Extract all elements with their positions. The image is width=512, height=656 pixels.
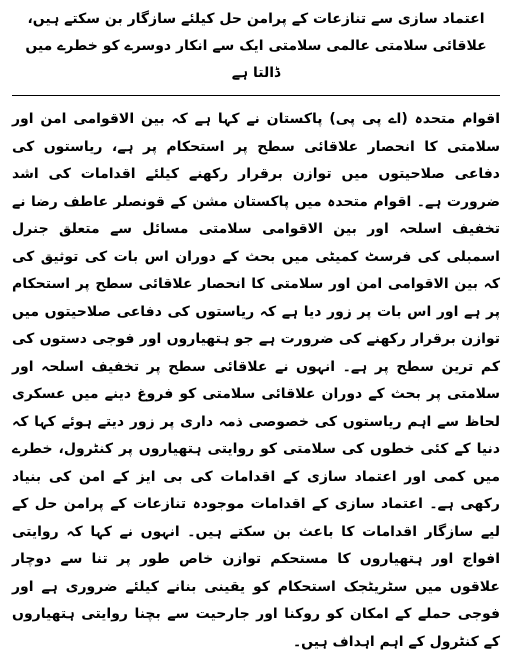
headline-divider [12, 95, 500, 96]
article-headline: اعتماد سازی سے تنازعات کے پرامن حل کیلئے سازگار بن سکتے ہیں، علاقائی سلامتی عالمی سلامتی ایک سے انکار دوسرے کو خطرے میں ڈالتا ہے [25, 11, 487, 81]
article-body: اقوام متحدہ (اے پی پی) پاکستان نے کہا ہے کہ بین الاقوامی امن اور سلامتی کا انحصار علاقائی سطح پر استحکام پر ہے، ریاستوں کی دفاعی صلاحیتوں میں توازن برقرار رکھنے کیلئے اقدامات کی اشد ضرورت ہے۔ اقوام متحدہ میں پاکستان مشن کے قونصلر عاطف رضا نے تخفیف اسلحہ اور بین الاقوامی سلامتی مسائل سے متعلق جنرل اسمبلی کی فرسٹ کمیٹی میں بحث کے دوران اس بات کی توثیق کی کہ بین الاقوامی امن اور سلامتی کا انحصار علاقائی سطح پر استحکام پر ہے اور اس بات پر زور دیا ہے کہ ریاستوں کی دفاعی صلاحیتوں میں توازن برقرار رکھنے کی ضرورت ہے جو ہتھیاروں اور فوجی دستوں کی کم ترین سطح پر ہے۔ انہوں نے علاقائی سطح پر تخفیف اسلحہ اور سلامتی پر بحث کے دوران علاقائی سلامتی کو فروغ دینے میں عسکری لحاظ سے اہم ریاستوں کی خصوصی ذمہ داری پر زور دیتے ہوئے کہا کہ دنیا کے کئی خطوں کی سلامتی کو روایتی ہتھیاروں پر کنٹرول، خطرے میں کمی اور اعتماد سازی کے اقدامات کی بی ایز کے امن کی بنیاد رکھی ہے۔ اعتماد سازی کے اقدامات موجودہ تنازعات کے پرامن حل کے لیے سازگار اقدامات کا باعث بن سکتے ہیں۔ انہوں نے کہا کہ روایتی افواج اور ہتھیاروں کا مستحکم توازن خاص طور پر تنا سے دوچار علاقوں میں سٹریٹجک استحکام کو یقینی بنانے کیلئے ضروری ہے اور فوجی حملے کے امکان کو روکنا اور جارحیت سے بچنا روایتی ہتھیاروں کے کنٹرول کے اہم اہداف ہیں۔ [12, 111, 500, 650]
